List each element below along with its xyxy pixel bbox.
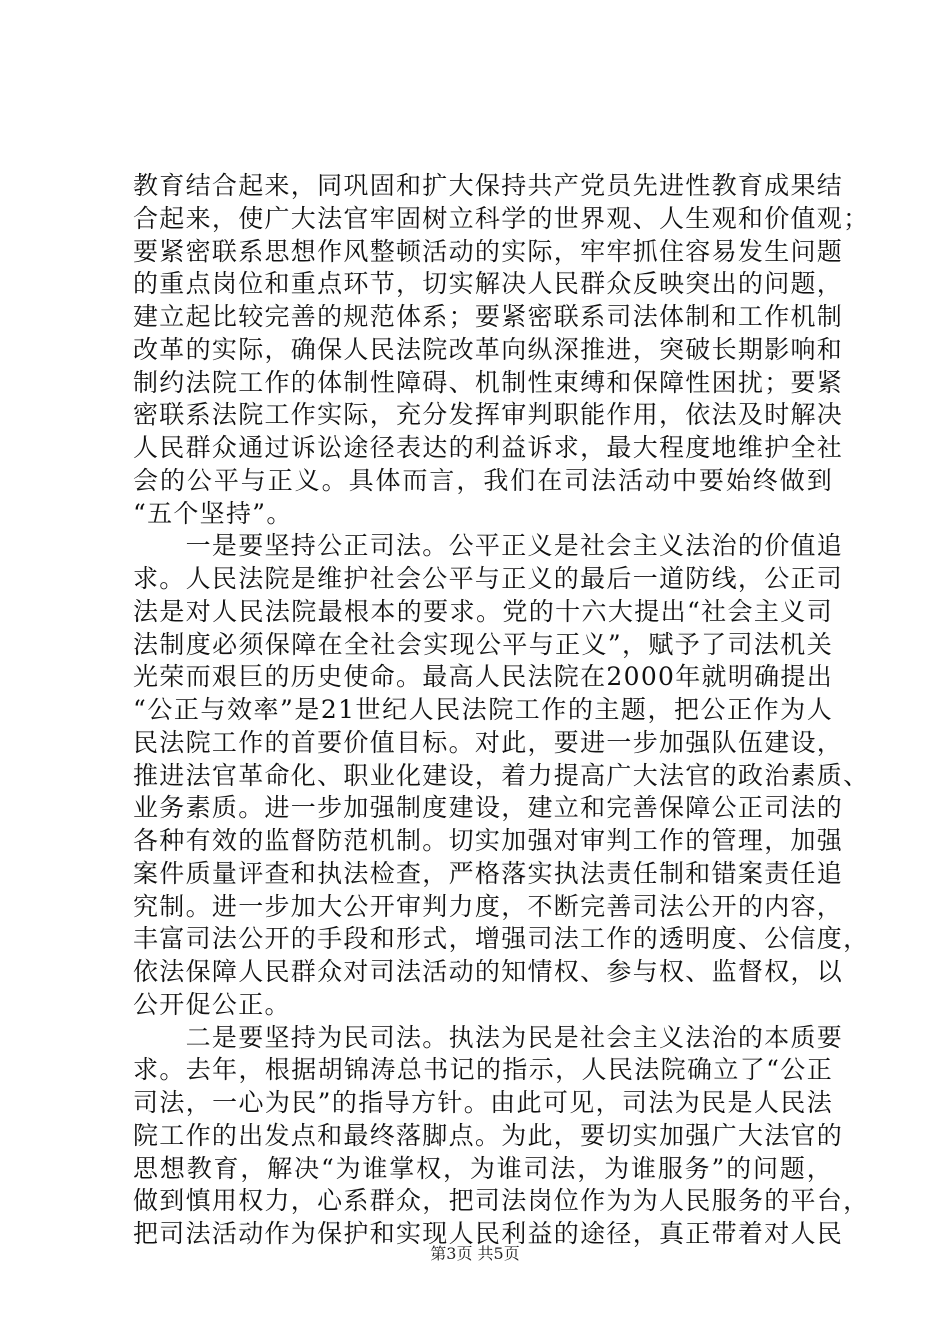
text-line: 思想教育，解决“为谁掌权，为谁司法，为谁服务”的问题，: [133, 1153, 833, 1183]
text-line: 密联系法院工作实际，充分发挥审判职能作用，依法及时解决: [133, 400, 844, 430]
text-line: 法是对人民法院最根本的要求。党的十六大提出“社会主义司: [133, 596, 833, 626]
text-line: 改革的实际，确保人民法院改革向纵深推进，突破长期影响和: [133, 334, 844, 364]
text-line: 的重点岗位和重点环节，切实解决人民群众反映突出的问题，: [133, 269, 844, 299]
text-line: 民法院工作的首要价值目标。对此，要进一步加强队伍建设，: [133, 727, 844, 757]
document-body: [133, 170, 870, 1251]
text-line: 丰富司法公开的手段和形式，增强司法工作的透明度、公信度，: [133, 924, 870, 954]
text-line: 各种有效的监督防范机制。切实加强对审判工作的管理，加强: [133, 826, 844, 855]
text-line: 究制。进一步加大公开审判力度，不断完善司法公开的内容，: [133, 891, 844, 921]
text-line: 二是要坚持为民司法。执法为民是社会主义法治的本质要: [133, 1022, 844, 1052]
text-line: 建立起比较完善的规范体系；要紧密联系司法体制和工作机制: [133, 302, 844, 331]
text-line: 教育结合起来，同巩固和扩大保持共产党员先进性教育成果结: [133, 171, 844, 200]
text-line: 公开促公正。: [133, 989, 291, 1019]
text-line: 求。去年，根据胡锦涛总书记的指示，人民法院确立了“公正: [133, 1055, 833, 1085]
page-footer: 第3页 共5页: [430, 1244, 520, 1263]
text-line: 光荣而艰巨的历史使命。最高人民法院在2000年就明确提出: [133, 662, 834, 692]
text-line: 合起来，使广大法官牢固树立科学的世界观、人生观和价值观；: [133, 203, 870, 233]
text-line: “五个坚持”。: [133, 498, 293, 528]
text-line: 要紧密联系思想作风整顿活动的实际，牢牢抓住容易发生问题: [133, 236, 844, 266]
text-line: “公正与效率”是21世纪人民法院工作的主题，把公正作为人: [133, 695, 833, 724]
text-line: 一是要坚持公正司法。公平正义是社会主义法治的价值追: [133, 531, 844, 561]
text-line: 依法保障人民群众对司法活动的知情权、参与权、监督权，以: [133, 957, 844, 986]
text-line: 人民群众通过诉讼途径表达的利益诉求，最大程度地维护全社: [133, 433, 844, 462]
text-line: 求。人民法院是维护社会公平与正义的最后一道防线，公正司: [133, 564, 844, 593]
text-line: 院工作的出发点和最终落脚点。为此，要切实加强广大法官的: [133, 1120, 844, 1150]
text-line: 法制度必须保障在全社会实现公平与正义”，赋予了司法机关: [133, 629, 833, 659]
text-line: 会的公平与正义。具体而言，我们在司法活动中要始终做到: [133, 465, 833, 495]
text-line: 司法，一心为民”的指导方针。由此可见，司法为民是人民法: [133, 1088, 833, 1117]
text-line: 把司法活动作为保护和实现人民利益的途径，真正带着对人民: [133, 1219, 844, 1248]
text-line: 案件质量评查和执法检查，严格落实执法责任制和错案责任追: [133, 858, 844, 888]
text-line: 业务素质。进一步加强制度建设，建立和完善保障公正司法的: [133, 793, 844, 823]
text-line: 推进法官革命化、职业化建设，着力提高广大法官的政治素质、: [133, 760, 870, 790]
text-line: 做到慎用权力，心系群众，把司法岗位作为为人民服务的平台，: [133, 1186, 870, 1216]
text-line: 制约法院工作的体制性障碍、机制性束缚和保障性困扰；要紧: [133, 367, 844, 397]
